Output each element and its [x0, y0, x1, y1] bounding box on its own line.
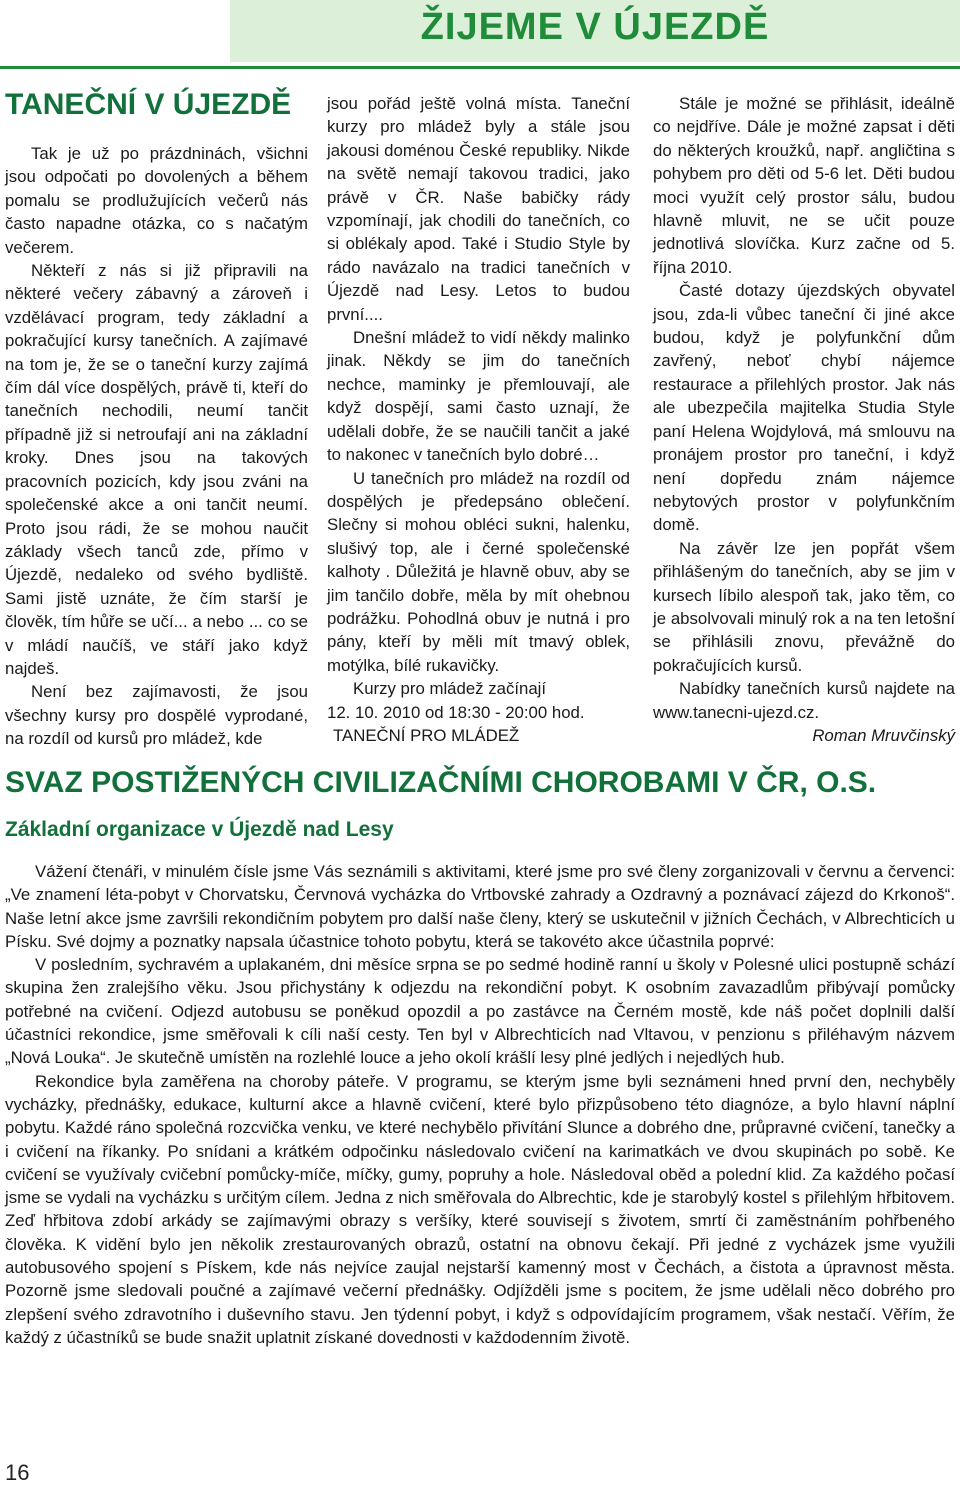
page-number: 16: [5, 1460, 30, 1485]
paragraph: Vážení čtenáři, v minulém čísle jsme Vás seznámili s aktivitami, které jsme pro své členy zorganizovali v červnu a červenci: „Ve znamení léta-pobyt v Chorvatsku, Červnová vycházka do Vrtbovské zahrady a Ozdravný a poznávací zájezd do Krkonoš“. Naše letní akce jsme završili rekondičním pobytem pro další naše členy, který se uskutečnil v jižních Čechách, v Albrechticích u Písku. Své dojmy a poznatky napsala účastnice tohoto pobytu, která se takovéto akce účastnila poprvé:: [5, 862, 955, 951]
article2-body: [5, 860, 955, 1349]
course-signoff: TANEČNÍ PRO MLÁDEŽ: [333, 725, 520, 745]
paragraph: Rekondice byla zaměřena na choroby páteře. V programu, se kterým jsme byli seznámeni hned první den, nechyběly vycházky, přednášky, edukace, kulturní akce a hlavně cvičení, které bylo přizpůsobeno této diagnóze, a bylo hlavní náplní pobytu. Každé ráno společná rozcvička venku, ve které nechybělo přivítání Slunce a dobrého dne, průpravné cvičení, tanečky a i cvičení na říkanky. Po snídani a krátkém odpočinku následovalo cvičení na karimatkách ve dvou skupinách po sobě. Ke cvičení se využívaly cvičební pomůcky-míče, míčky, gumy, popruhy a hole. Následoval oběd a polední klid. Za každého počasí jsme se vydali na vycházku s určitým cílem. Jedna z nich směřovala do Albrechtic, kde je starobylý kostel s přilehlým hřbitovem. Zeď hřbitova zdobí arkády se zajímavými obrazy s veršíky, které souvisejí s životem, smrtí či zaměstnáním pohřbeného člověka. K vidění bylo jen několik zrestaurovaných obrazů, ostatní na obnovu čekají. Při jedné z vycházek jsme využili autobusového spojení s Pískem, kde nás nejvíce zaujal nejstarší kamenný most v Čechách, a čistota a úpravnost města. Pozorně jsme sledovali poučné a zajímavé večerní přednášky. Odjížděli jsme s pocitem, že jsme udělali něco dobrého pro zlepšení svého zdravotního i duševního stavu. Jen týdenní pobyt, i když s odpovídajícím programem, však nestačí. Věřím, že každý z účastníků se bude snažit uplatnit získané dovednosti v každodenním životě.: [5, 1071, 955, 1347]
paragraph: Nabídky tanečních kursů najdete na www.tanecni-ujezd.cz.: [653, 679, 955, 722]
paragraph: Na závěr lze jen popřát všem přihlášeným do tanečních, aby se jim v kursech líbilo alespoň tak, jako těm, co je absolvovali minulý rok a na ten letošní se přihlásili znovu, převážně do pokračujících kursů.: [653, 538, 955, 675]
paragraph: Dnešní mládež to vidí někdy malinko jinak. Někdy se jim do tanečních nechce, maminky je přemlouvají, ale když dospějí, sami často uznají, že udělali dobře, že se naučili tančit a jaké to nakonec v tanečních bylo dobré…: [327, 328, 630, 465]
article-title-dance: TANEČNÍ V ÚJEZDĚ: [5, 88, 292, 121]
paragraph: jsou pořád ještě volná místa. Taneční kurzy pro mládež byly a stále jsou jakousi doménou České republiky. Nikde na světě nemají takovou tradici, jako právě v ČR. Naše babičky rády vzpomínají, jak chodili do tanečních, co si oblékaly apod. Také i Studio Style by rádo navázalo na tradici tanečních v Újezdě nad Lesy. Letos to budou první....: [327, 94, 630, 324]
header-rule: [0, 66, 960, 69]
article1-column-2: [327, 92, 630, 747]
article-title-association: SVAZ POSTIŽENÝCH CIVILIZAČNÍMI CHOROBAMI V ČR, O.S.: [5, 766, 877, 799]
paragraph: U tanečních pro mládež na rozdíl od dospělých je předepsáno oblečení. Slečny si mohou obléci sukni, halenku, slušivý top, ale i černé společenské kalhoty . Důležitá je hlavně obuv, aby se jim tančilo dobře, měla by mít ohebnou podrážku. Pohodlná obuv je nutná i pro pány, kteří by měli mít tmavý oblek, motýlka, bílé rukavičky.: [327, 468, 630, 675]
paragraph: Tak je už po prázdninách, všichni jsou odpočati po dovolených a během pomalu se prodlužujících večerů nás často napadne otázka, co s načatým večerem.: [5, 144, 308, 257]
author-signature: Roman Mruvčinský: [812, 725, 955, 745]
page-header: [0, 0, 960, 62]
section-title: ŽIJEME V ÚJEZDĚ: [420, 6, 770, 48]
paragraph: Kurzy pro mládež začínají: [353, 679, 547, 699]
paragraph: Někteří z nás si již připravili na některé večery zábavný a zároveň i vzdělávací program, tedy základní a pokračující kursy tanečních. A zajímavé na tom je, že se o taneční kurzy zajímá čím dál více dospělých, právě ti, kteří do tanečních nechodili, neumí tančit případně již si netroufají ani na základní kroky. Dnes jsou na takových pracovních pozicích, kdy jsou zváni na společenské akce a oni tančit neumí. Proto jsou rádi, že se mohou naučit základy všech tanců zde, přímo v Újezdě, nedaleko od svého bydliště. Sami jistě uznáte, že čím starší je člověk, tím hůře se učí... a nebo ... co se v mládí naučíš, ve stáří jako když najdeš.: [5, 261, 308, 678]
paragraph: V posledním, sychravém a uplakaném, dni měsíce srpna se po sedmé hodině ranní u školy v Polesné ulici postupně schází skupina žen zralejšího věku. Jsou přichystány k odjezdu na rekondiční pobyt. K osobním zavazadlům přibývají pomůcky potřebné na cvičení. Odjezd autobusu se poněkud opozdil a po zastávce na Černém mostě, kde náš počet doplnili další účastníci rekondice, jsme směřovali k cíli naší cesty. Ten byl v Albrechticích nad Vltavou, v penzionu s přiléhavým názvem „Nová Louka“. Je skutečně umístěn na rozlehlé louce a jeho okolí krášlí lesy plné jedlých i nejedlých hub.: [5, 955, 955, 1068]
article1-column-3: [653, 92, 955, 747]
paragraph: Stále je možné se přihlásit, ideálně co nejdříve. Dále je možné zapsat i děti do některých kroužků, např. angličtina s pohybem pro děti od 5-6 let. Děti budou moci využít celý prostor sálu, budou hlavně mluvit, ne se učit pouze jednotlivá slovíčka. Kurz začne od 5. října 2010.: [653, 94, 955, 277]
article1-column-1: [5, 142, 308, 751]
article-subtitle: Základní organizace v Újezdě nad Lesy: [5, 818, 394, 841]
paragraph: Není bez zajímavosti, že jsou všechny kursy pro dospělé vyprodané, na rozdíl od kursů pro mládež, kde: [5, 682, 308, 749]
paragraph: Časté dotazy újezdských obyvatel jsou, zda-li vůbec taneční či jiné akce budou, když je polyfunkční dům zavřený, neboť chybí nájemce restaurace a přilehlých prostor. Jak nás ale ubezpečila majitelka Studia Style paní Helena Wojdylová, má smlouvu na pronájem prostor pro taneční, i když není dopředu znám nájemce nebytových prostor v polyfunkčním domě.: [653, 281, 955, 535]
course-date: 12. 10. 2010 od 18:30 - 20:00 hod.: [327, 702, 585, 722]
